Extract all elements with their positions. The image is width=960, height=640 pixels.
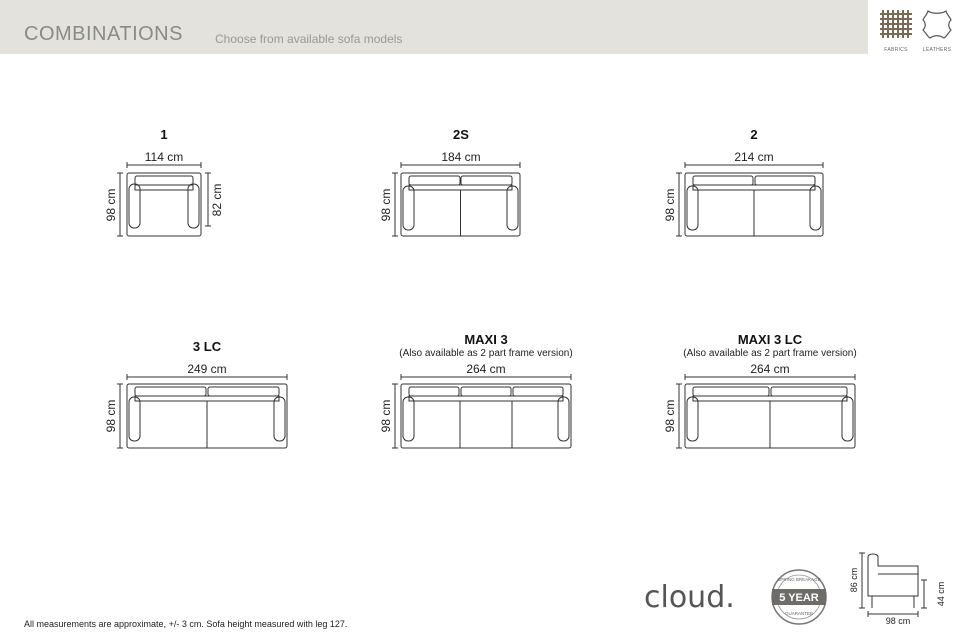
sofa-diagram-1 [104, 150, 224, 236]
width-label: 264 cm [750, 362, 790, 376]
page-subtitle: Choose from available sofa models [215, 32, 403, 46]
sofa-diagram-maxi3 [379, 362, 571, 448]
model-name: 1 [160, 127, 168, 142]
sofa-diagram-2 [663, 150, 823, 236]
depth-label: 98 cm [663, 188, 677, 222]
badge-bottom: GUARANTEE [784, 611, 814, 616]
height-label: 86 cm [849, 567, 859, 593]
depth-label: 98 cm [663, 399, 677, 433]
depth-label: 98 cm [379, 188, 393, 222]
model-name: MAXI 3 [464, 332, 508, 347]
model-note: (Also available as 2 part frame version) [683, 348, 857, 359]
badge-main: 5 YEAR [779, 592, 819, 604]
depth-label: 98 cm [104, 399, 118, 433]
material-label: FABRICS [884, 47, 908, 53]
model-name: 3 LC [192, 339, 222, 354]
width-label: 264 cm [466, 362, 506, 376]
model-name: 2S [453, 127, 469, 142]
model-note: (Also available as 2 part frame version) [399, 348, 573, 359]
cloud-logo: cloud. [644, 580, 735, 615]
width-label: 114 cm [144, 150, 184, 164]
sofa-diagram-maxi3lc [663, 362, 855, 448]
footer-note: All measurements are approximate, +/- 3 cm. Sofa height measured with leg 127. [24, 619, 348, 629]
width-label: 249 cm [187, 362, 227, 376]
guarantee-badge [772, 570, 826, 624]
badge-top: SPRING BREAKAGE [777, 577, 821, 582]
sofa-side-view [849, 553, 946, 626]
width-label: 214 cm [734, 150, 774, 164]
model-name: 2 [750, 127, 758, 142]
page-title: COMBINATIONS [24, 23, 183, 45]
sofa-diagram-3lc [104, 362, 287, 448]
material-label: LEATHERS [922, 47, 952, 53]
model-name: MAXI 3 LC [737, 332, 803, 347]
width-label: 184 cm [441, 150, 481, 164]
side-depth-label: 98 cm [885, 616, 911, 626]
depth-label: 98 cm [104, 188, 118, 222]
seat-height-label: 44 cm [936, 581, 946, 607]
extra-depth-label: 82 cm [210, 183, 224, 217]
sofa-diagram-2s [379, 150, 520, 236]
depth-label: 98 cm [379, 399, 393, 433]
